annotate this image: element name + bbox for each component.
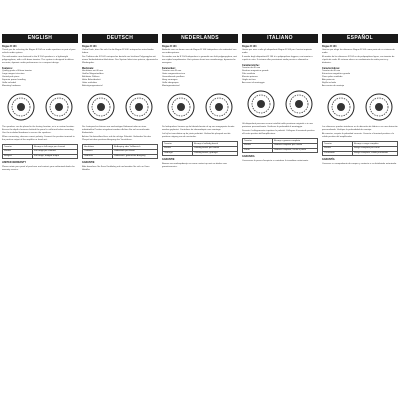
speaker-icon <box>246 89 276 119</box>
warranty-text: Conservare la prova d'acquisto e contattare il rivenditore autorizzato. <box>242 160 309 163</box>
body-text: De luidsprekers kunnen op de fabriekslocatie of op een aangepaste locatie worden geplaatst. Controleer de inbouwdiepte voor montage. Let bij het aansluiten op de juiste polariteit. Verbind de pluspool met de positieve uitgang van de versterker. <box>162 126 235 139</box>
speaker-icon <box>166 92 196 122</box>
speaker-icon <box>284 89 314 119</box>
table-row: Bridged Full range, bridged output <box>3 154 78 159</box>
wiring-table <box>162 141 238 156</box>
bullet-item: Elevata potenza <box>242 76 258 79</box>
bullet-item: Tweeter da 40 mm <box>242 67 261 70</box>
table-row: Tweeter Bi-amp o rango completo <box>323 142 398 147</box>
speaker-illustration <box>242 88 318 120</box>
bullet-item: Grille inbegrepen <box>162 82 179 85</box>
bullet-item: Gitter enthalten <box>82 82 97 85</box>
features-title: Kenmerken: <box>162 67 176 71</box>
table-row: Puenteado Rango completo, salida puenteada <box>323 151 398 156</box>
warranty-title: GARANTIE <box>162 158 175 162</box>
bullet-item: Tweeter de 40 mm <box>322 70 341 73</box>
table-row: Woofer Gamma completa per canale <box>243 143 318 148</box>
bullet-item: Accesorios de montaje <box>322 85 345 88</box>
wiring-table <box>242 138 318 153</box>
bullet-item: Hoog vermogen <box>162 79 178 82</box>
column-nederlands <box>162 0 238 400</box>
wiring-table <box>322 141 398 156</box>
language-header: NEDERLANDS <box>162 34 238 43</box>
warranty-title: GARANTÍA <box>322 158 335 162</box>
speaker-icon <box>44 92 74 122</box>
warranty-text: Please retain your proof of purchase and contact your authorized dealer for warranty service. <box>2 166 75 172</box>
warranty-text: Bitte bewahren Sie Ihren Kaufbeleg auf und wenden Sie sich an Ihren Händler. <box>82 166 150 172</box>
speaker-illustration <box>162 91 238 123</box>
bullet-item: Struttura magnetica grande <box>242 70 269 73</box>
bullet-item: Quality grade of 40mm tweeter <box>2 70 32 73</box>
bullet-item: Griglia inclusa <box>242 79 256 82</box>
bullet-item: Pieza polar ventilada <box>322 76 343 79</box>
body-text: The speakers can be placed in the factory location, or in a custom location. Ensure the depth clearance behind the panel is sufficient before mounting. Use the included hardware to secure the speakers. When connecting, observe correct polarity. Connect the positive terminal to the positive output of the amplifier or head unit. <box>2 126 75 142</box>
table-row: Woofer Volledig bereik per kanaal <box>163 146 238 151</box>
bullet-list <box>2 70 78 88</box>
table-row: Gebrugd Volledig bereik, gebrugd <box>163 151 238 156</box>
bullet-item: Montagemateriaal <box>162 85 180 88</box>
bullet-item: Hochtöner mit 40 mm <box>82 70 103 73</box>
table-row: Woofer Rango completo por canal <box>323 146 398 151</box>
column-english <box>2 0 78 400</box>
model-name: Rogue R 104 <box>162 45 177 48</box>
table-row: Woofer Full range per channel <box>3 149 78 154</box>
model-name: Rogue R 104 <box>82 45 97 48</box>
speaker-icon <box>124 92 154 122</box>
model-name: Rogue R 104 <box>242 45 257 48</box>
body-text: Gli altoparlanti possono essere installati nella posizione originale o in una posizione personalizzata. Verificare la profondità di montaggio. Durante il collegamento rispettare la polarità. Collegare il terminale positivo all'uscita positiva dell'amplificatore. <box>242 123 315 136</box>
table-row: Tweeter Bi-amp or full range per channel <box>3 145 78 150</box>
features-title: Merkmale: <box>82 67 94 71</box>
intro-text: Thank you for selecting the Rogue R 104 car audio speakers as part of your vehicle audio system. The mid-woofer cone featured in the R 104 speakers is a lightweight polypropylene, with a silk dome tweeter. The system is designed to deliver accurate, dynamic audio performance in a compact design. <box>2 49 76 65</box>
table-row: Hochtöner Bi-Amping oder Vollbereich <box>83 145 158 150</box>
table-row: Tweeter Bi-amp o gamma completa <box>243 139 318 144</box>
model-name: Rogue R 104 <box>322 45 337 48</box>
bullet-item: Grille included <box>2 82 16 85</box>
table-row: Tweeter Bi-amp of volledig bereik <box>163 142 238 147</box>
language-header: ENGLISH <box>2 34 78 43</box>
language-header: ESPAÑOL <box>322 34 398 43</box>
intro-text: Grazie per aver scelto gli altoparlanti Rogue R 104 per il vostro impianto audio. Il woofer degli altoparlanti R 104 è in polipropilene leggero, con tweeter a cupola in seta. Il sistema offre prestazioni audio precise e dinamiche. <box>242 49 313 62</box>
speaker-illustration <box>82 91 158 123</box>
bullet-list <box>82 70 158 88</box>
speaker-icon <box>364 92 394 122</box>
table-row: Tieftöner Vollbereich pro Kanal <box>83 149 158 154</box>
intro-text: Vielen Dank, dass Sie sich für die Rogue R 104 Lautsprecher entschieden haben. Der Tieftöner der R 104 Lautsprecher besteht aus leichtem Polypropylen mit einem Seidenkalotten-Hochtöner. Das System liefert eine präzise, dynamische Wiedergabe. <box>82 49 158 65</box>
bullet-item: Befestigungsmaterial <box>82 85 103 88</box>
warranty-title: LIMITED WARRANTY <box>2 161 27 165</box>
body-text: Los altavoces pueden instalarse en la ubicación de fábrica o en una ubicación personalizada. Verifique la profundidad de montaje. Al conectar, respete la polaridad correcta. Conecte el terminal positivo a la salida positiva del amplificador. <box>322 126 398 139</box>
speaker-icon <box>6 92 36 122</box>
intro-text: Gracias por elegir los altavoces Rogue R 104 como parte de su sistema de audio. El woofer de los altavoces R 104 es de polipropileno ligero, con tweeter de cúpula de seda. El sistema ofrece un rendimiento de audio preciso y dinámico. <box>322 49 395 65</box>
body-text: Die Lautsprecher können am werkseitigen Einbauort oder an einer individuellen Position eingebaut werden. Achten Sie auf ausreichende Einbautiefe. Achten Sie beim Anschluss auf die richtige Polarität. Verbinden Sie den Pluspol mit dem positiven Ausgang des Verstärkers. <box>82 126 151 142</box>
warranty-title: GARANTIE <box>82 161 95 165</box>
bullet-item: Rejilla incluida <box>322 82 336 85</box>
bullet-item: Large magnet structure <box>2 73 25 76</box>
column-deutsch <box>82 0 158 400</box>
bullet-item: Vented pole piece <box>2 76 20 79</box>
bullet-item: Polo ventilato <box>242 73 256 76</box>
intro-text: Bedankt voor uw keuze voor de Rogue R 104 luidsprekers als onderdeel van uw audiosysteem. De woofer van de R 104 luidsprekers is gemaakt van licht polypropyleen, met een zijden koepeltweeter. Het systeem levert een nauwkeurige, dynamische weergave. <box>162 49 237 65</box>
warranty-text: Bewaar uw aankoopbewijs en neem contact op met uw dealer voor garantieservice. <box>162 163 227 169</box>
features-title: Características: <box>322 67 340 71</box>
wiring-table <box>82 144 158 159</box>
warranty-title: GARANZIA <box>242 155 255 159</box>
speaker-icon <box>326 92 356 122</box>
speaker-icon <box>86 92 116 122</box>
speaker-illustration <box>2 91 78 123</box>
table-row: Ponte Gamma completa, uscita a ponte <box>243 148 318 153</box>
speaker-illustration <box>322 91 398 123</box>
bullet-item: Belüfteter Polkern <box>82 76 100 79</box>
warranty-text: Conserve su comprobante de compra y contacte a su distribuidor autorizado. <box>322 163 397 166</box>
bullet-list <box>162 70 238 88</box>
bullet-item: Tweeter van 40 mm <box>162 70 182 73</box>
speaker-icon <box>204 92 234 122</box>
model-name: Rogue R 104 <box>2 45 17 48</box>
bullet-item: Grote magneetstructuur <box>162 73 186 76</box>
bullet-item: Großer Magnetaufbau <box>82 73 104 76</box>
bullet-item: Mounting hardware <box>2 85 21 88</box>
bullet-item: Superior power handling <box>2 79 26 82</box>
bullet-list <box>322 70 398 88</box>
bullet-item: Hohe Belastbarkeit <box>82 79 101 82</box>
column-italiano <box>242 0 318 400</box>
features-title: Caratteristiche: <box>242 64 260 68</box>
wiring-table <box>2 144 78 159</box>
bullet-list <box>242 67 318 85</box>
language-header: DEUTSCH <box>82 34 158 43</box>
bullet-item: Accessori di montaggio <box>242 82 265 85</box>
bullet-item: Estructura magnética grande <box>322 73 351 76</box>
column-espanol <box>322 0 398 400</box>
features-title: Features: <box>2 67 13 71</box>
table-row: Gebrückt Vollbereich, gebrückter Ausgang <box>83 154 158 159</box>
bullet-item: Geventileerde poolkern <box>162 76 185 79</box>
language-header: ITALIANO <box>242 34 318 43</box>
bullet-item: Alta potencia <box>322 79 335 82</box>
